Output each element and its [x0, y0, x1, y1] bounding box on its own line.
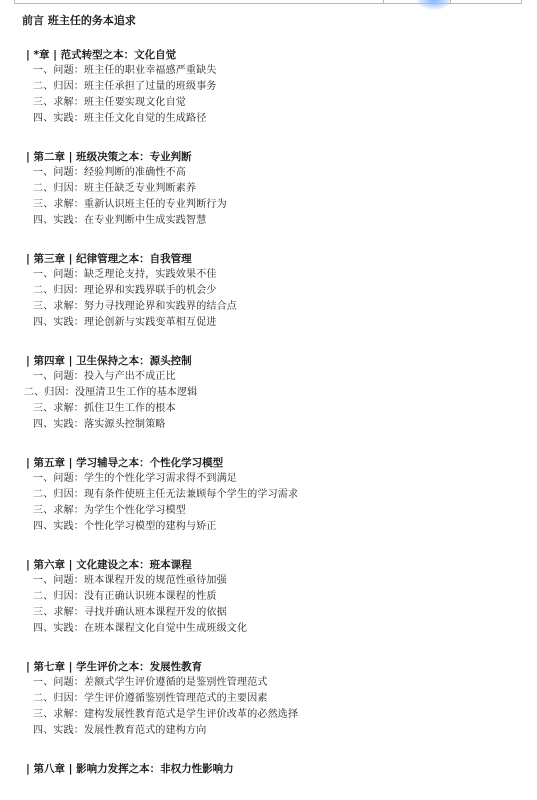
chapter-items — [22, 369, 527, 433]
table-of-contents — [22, 14, 527, 800]
table-divider — [383, 0, 384, 3]
chapter-title: | 第八章 | 影响力发挥之本：非权力性影响力 — [26, 763, 234, 775]
chapter-title: | 第四章 | 卫生保持之本：源头控制 — [26, 355, 192, 367]
list-item: 一、问题：经验判断的准确性不高 — [33, 167, 186, 178]
list-item: 四、实践：班主任文化自觉的生成路径 — [33, 113, 207, 124]
chapter-title: | 第二章 | 班级决策之本：专业判断 — [26, 151, 192, 163]
chapter-items — [22, 675, 527, 739]
chapter-items — [22, 267, 527, 331]
chapter-items — [22, 471, 527, 535]
list-item: 三、求解：寻找并确认班本课程开发的依据 — [33, 607, 227, 618]
chapter-title: | 第七章 | 学生评价之本：发展性教育 — [26, 661, 203, 673]
list-item: 一、问题：学生的个性化学习需求得不到满足 — [33, 473, 237, 484]
list-item: 三、求解：抓住卫生工作的根本 — [33, 403, 176, 414]
list-item: 二、归因：学生评价遵循鉴别性管理范式的主要因素 — [33, 693, 268, 704]
list-item: 三、求解：班主任要实现文化自觉 — [33, 97, 186, 108]
chapter-title: | 第三章 | 纪律管理之本：自我管理 — [26, 253, 192, 265]
chapter-title: | 第六章 | 文化建设之本：班本课程 — [26, 559, 192, 571]
chapter-items — [22, 165, 527, 229]
list-item: 二、归因：现有条件使班主任无法兼顾每个学生的学习需求 — [33, 489, 299, 500]
chapter-title: | 第五章 | 学习辅导之本：个性化学习模型 — [26, 457, 224, 469]
list-item: 一、问题：差额式学生评价遵循的是鉴别性管理范式 — [33, 677, 268, 688]
chapter-7 — [22, 660, 527, 739]
list-item: 四、实践：发展性教育范式的建构方向 — [33, 725, 207, 736]
chapter-4 — [22, 354, 527, 433]
list-item: 三、求解：建构发展性教育范式是学生评价改革的必然选择 — [33, 709, 299, 720]
chapter-items — [22, 573, 527, 637]
chapter-6 — [22, 558, 527, 637]
list-item: 一、问题：班主任的职业幸福感严重缺失 — [33, 65, 217, 76]
list-item: 二、归因：班主任缺乏专业判断素养 — [33, 183, 197, 194]
chapter-title: | *章 | 范式转型之本：文化自觉 — [26, 49, 177, 61]
preface-heading: 前言 班主任的务本追求 — [22, 14, 136, 27]
chapter-items — [22, 63, 527, 127]
list-item: 一、问题：班本课程开发的规范性亟待加强 — [33, 575, 227, 586]
list-item: 四、实践：理论创新与实践变革相互促进 — [33, 317, 217, 328]
list-item: 二、归因：没有正确认识班本课程的性质 — [33, 591, 217, 602]
list-item: 四、实践：在专业判断中生成实践智慧 — [33, 215, 207, 226]
list-item: 一、问题：投入与产出不成正比 — [33, 371, 176, 382]
list-item: 三、求解：努力寻找理论界和实践界的结合点 — [33, 301, 237, 312]
highlight-glow — [416, 0, 452, 10]
list-item: 二、归因：班主任承担了过量的班级事务 — [33, 81, 217, 92]
chapter-1 — [22, 48, 527, 127]
chapter-3 — [22, 252, 527, 331]
chapter-8 — [22, 762, 527, 777]
chapter-2 — [22, 150, 527, 229]
list-item: 四、实践：落实源头控制策略 — [33, 419, 166, 430]
list-item: 三、求解：为学生个性化学习模型 — [33, 505, 186, 516]
list-item: 二、归因：没厘清卫生工作的基本逻辑 — [24, 387, 198, 398]
list-item: 一、问题：缺乏理论支持，实践效果不佳 — [33, 269, 217, 280]
list-item: 二、归因：理论界和实践界联手的机会少 — [33, 285, 217, 296]
list-item: 三、求解：重新认识班主任的专业判断行为 — [33, 199, 227, 210]
list-item: 四、实践：在班本课程文化自觉中生成班级文化 — [33, 623, 248, 634]
list-item: 四、实践：个性化学习模型的建构与矫正 — [33, 521, 217, 532]
chapter-5 — [22, 456, 527, 535]
